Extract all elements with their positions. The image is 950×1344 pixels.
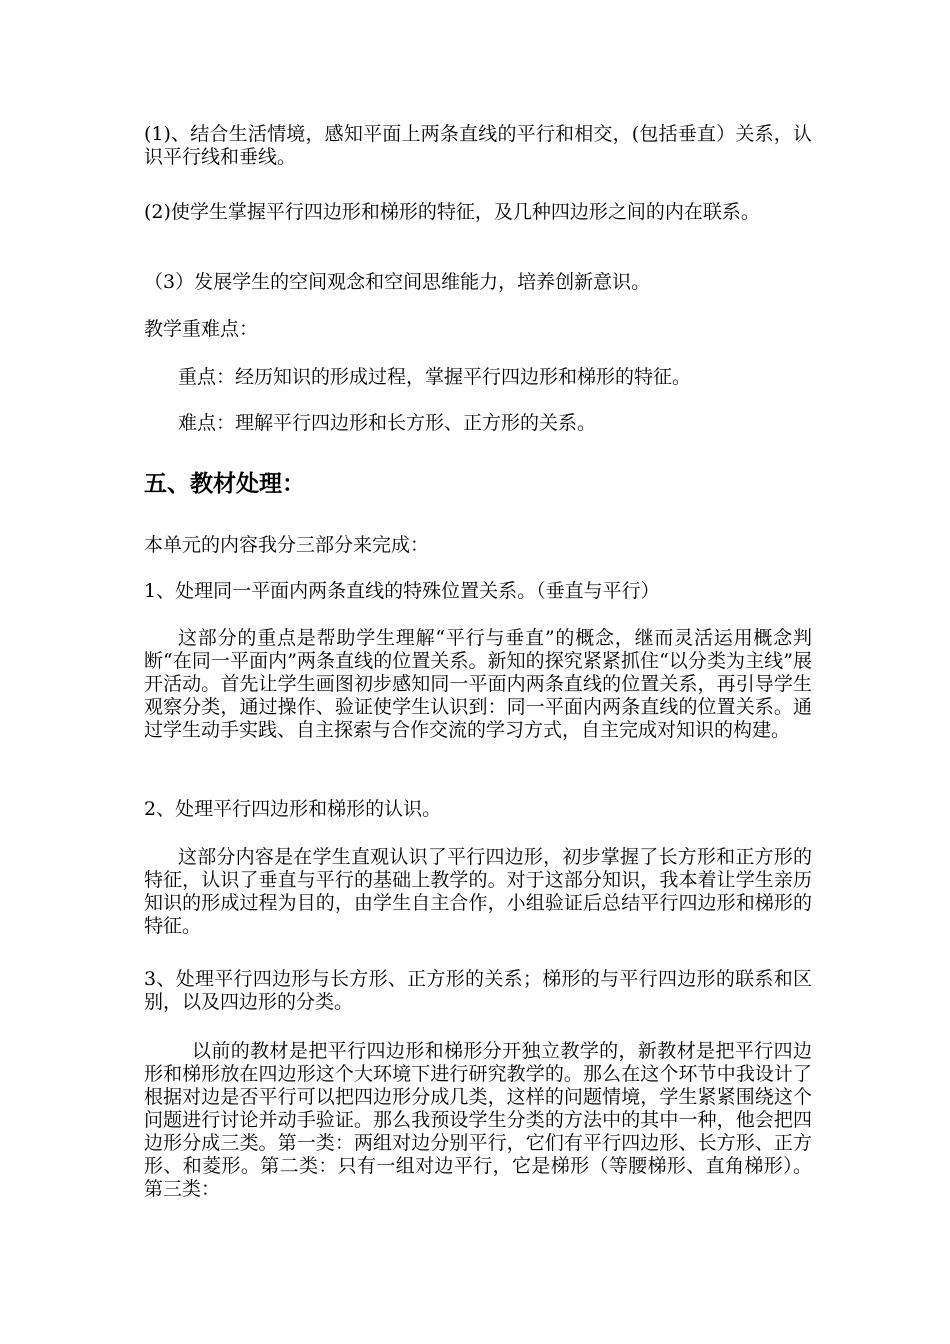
objective-1: (1)、结合生活情境，感知平面上两条直线的平行和相交，(包括垂直）关系，认识平行线和垂线。 (144, 123, 812, 168)
part-1-body: 这部分的重点是帮助学生理解“平行与垂直”的概念，继而灵活运用概念判断“在同一平面内”两条直线的位置关系。新知的探究紧紧抓住“以分类为主线”展开活动。首先让学生画图初步感知同一平面内两条直线的位置关系，再引导学生观察分类，通过操作、验证使学生认识到：同一平面内两条直线的位置关系。通过学生动手实践、自主探索与合作交流的学习方式，自主完成对知识的构建。 (144, 627, 812, 741)
section-heading: 五、教材处理： (144, 471, 305, 497)
part-1-title: 1、处理同一平面内两条直线的特殊位置关系。（垂直与平行） (144, 580, 660, 602)
key-points-label: 教学重难点： (144, 318, 259, 340)
objective-2: (2)使学生掌握平行四边形和梯形的特征，及几种四边形之间的内在联系。 (144, 201, 760, 223)
part-2-body: 这部分内容是在学生直观认识了平行四边形，初步掌握了长方形和正方形的特征，认识了垂直与平行的基础上教学的。对于这部分知识，我本着让学生亲历知识的形成过程为目的，由学生自主合作，小组验证后总结平行四边形和梯形的特征。 (144, 846, 812, 937)
key-point: 重点：经历知识的形成过程，掌握平行四边形和梯形的特征。 (178, 366, 692, 388)
part-2-title: 2、处理平行四边形和梯形的认识。 (144, 798, 442, 820)
difficult-point: 难点：理解平行四边形和长方形、正方形的关系。 (178, 412, 597, 434)
part-3-title: 3、处理平行四边形与长方形、正方形的关系；梯形的与平行四边形的联系和区别，以及四边形的分类。 (144, 968, 812, 1013)
part-3-body: 以前的教材是把平行四边形和梯形分开独立教学的，新教材是把平行四边形和梯形放在四边形这个大环境下进行研究教学的。那么在这个环节中我设计了根据对边是否平行可以把四边形分成几类，这样的问题情境，学生紧紧围绕这个问题进行讨论并动手验证。那么我预设学生分类的方法中的其中一种，他会把四边形分成三类。第一类：两组对边分别平行，它们有平行四边形、长方形、正方形、和菱形。第二类：只有一组对边平行，它是梯形（等腰梯形、直角梯形）。第三类： (144, 1040, 812, 1200)
intro-paragraph: 本单元的内容我分三部分来完成： (144, 534, 430, 556)
objective-3: （3）发展学生的空间观念和空间思维能力，培养创新意识。 (144, 271, 651, 293)
